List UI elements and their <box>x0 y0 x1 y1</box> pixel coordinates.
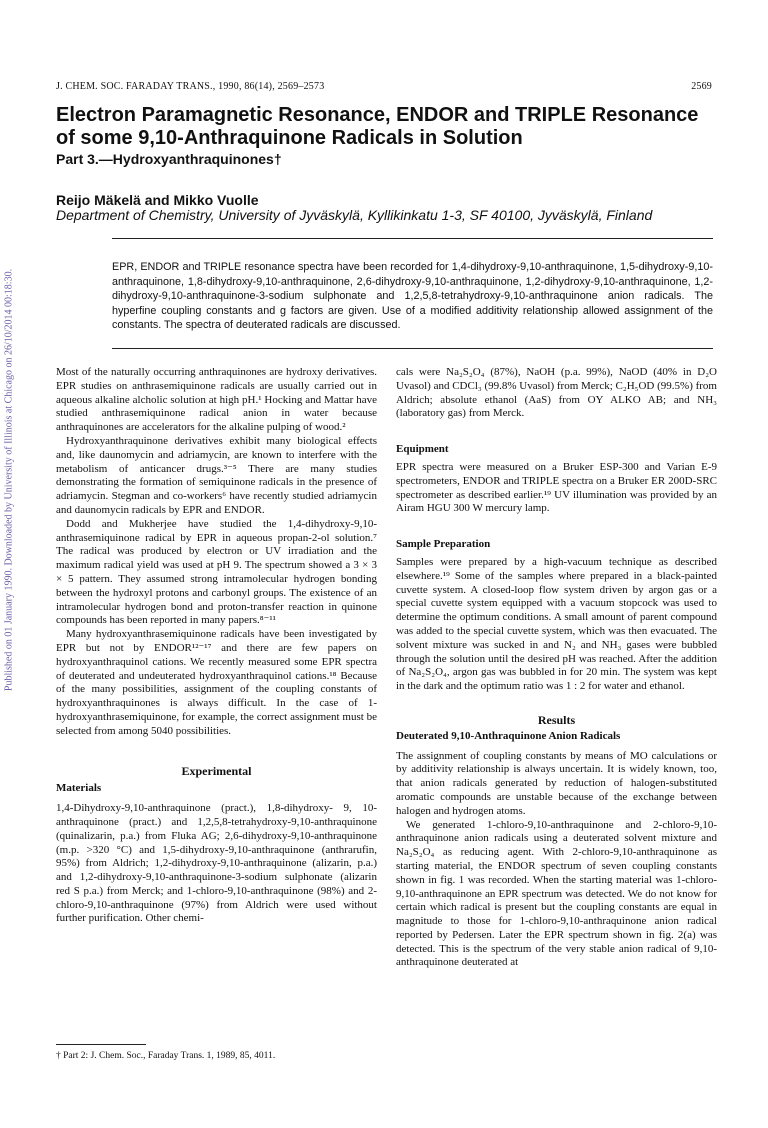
abstract-top-rule <box>112 238 713 239</box>
running-head <box>56 81 712 97</box>
affiliation: Department of Chemistry, University of Jyväskylä, Kyllikinkatu 1-3, SF 40100, Jyväskylä, Finland <box>56 207 653 223</box>
footnote: † Part 2: J. Chem. Soc., Faraday Trans. 1, 1989, 85, 4011. <box>56 1051 276 1061</box>
intro-paragraph-3: Dodd and Mukherjee have studied the 1,4-dihydroxy-9,10-anthrasemiquinone radical by EPR in aqueous propan-2-ol solution.⁷ The radical was produced by electron or UV irradiation and the maximum radical yield was used at pH 9. The spectrum showed a 3 × 3 × 5 pattern. They assumed strong intramolecular hydrogen bonding between the hydroxyl protons and carbonyl groups. The existence of an intramolecular hydrogen bond and proton-transfer reaction in quinone compounds has been reported in many papers.⁸⁻¹¹ <box>56 517 377 627</box>
left-column <box>56 366 377 926</box>
journal-citation: J. CHEM. SOC. FARADAY TRANS., 1990, 86(14), 2569–2573 <box>56 81 325 92</box>
deuterated-radicals-heading: Deuterated 9,10-Anthraquinone Anion Radicals <box>396 729 621 742</box>
sample-preparation-text: Samples were prepared by a high-vacuum technique as described elsewhere.¹⁹ Some of the samples where prepared in a black-painted cuvette system. A closed-loop flow system driven by argon gas or a special cuvette system equipped with a vacuum stopcock was used to determine the optimum conditions. A small amount of parent compound was added to the special cuvette system, which was then evacuated. The solvent mixture was sucked in and N₂ and NH₃ gases were bubbled through the solution until the desired pH was reached. After the addition of Na₂S₂O₄, argon gas was bubbled in for 20 min. The system was kept in the dark and the optimum ratio was 1 : 2 for water and ethanol. <box>396 555 717 693</box>
sample-preparation-heading: Sample Preparation <box>396 538 491 551</box>
article-part: Part 3.—Hydroxyanthraquinones† <box>56 151 282 167</box>
abstract: EPR, ENDOR and TRIPLE resonance spectra have been recorded for 1,4-dihydroxy-9,10-anthraquinone, 1,5-dihydroxy-9,10-anthraquinone, 1,8-dihydroxy-9,10-anthraquinone, 2,6-dihydroxy-9,10-anthraquinone, 1,2-dihydroxy-9,10-anthraquinone, 1,2-dihydroxy-9,10-anthraquinone-3-sodium sulphonate and 1,2,5,8-tetrahydroxy-9,10-anthraquinone anion radicals. The hyperfine coupling constants and g factors are given. Use of a modified additivity relationship allowed assignment of the constants. The spectra of deuterated radicals are discussed. <box>112 261 713 332</box>
materials-continued: cals were Na₂S₂O₄ (87%), NaOH (p.a. 99%), NaOD (40% in D₂O Uvasol) and CDCl₃ (99.8% Uvasol) from Merck; C₂H₅OD (99.5%) from Aldrich; absolute ethanol (AaS) from OY ALKO AB; and NH₃ (laboratory gas) from Merck. <box>396 366 717 420</box>
results-paragraph-1: The assignment of coupling constants by means of MO calculations or by additivity relationship is always uncertain. It is widely known, too, that anion radicals generated by reduction of halogen-substituted aromatic compounds are unstable because of the exchange between halogen and hydrogen atoms. <box>396 749 717 817</box>
results-heading: Results <box>537 712 576 727</box>
intro-paragraph-4: Many hydroxyanthrasemiquinone radicals have been investigated by EPR but not by ENDOR¹²⁻¹⁷ and there are few papers on hydroxyanthraquinol cations. We recently measured some EPR spectra of deuterated and undeuterated hydroxyanthraquinol cations.¹⁸ Because of the many possibilities, assignment of the coupling constants of hydroxyanthraquinones is always difficult. In the case of 1-hydroxyanthrasemiquinone, for example, the correct assignment must be selected from among 5040 possibilities. <box>56 628 377 737</box>
materials-text: 1,4-Dihydroxy-9,10-anthraquinone (pract.), 1,8-dihydroxy- 9, 10-anthraquinone (pract.) and 1,2,5,8-tetrahydroxy-9,10-anthraquinone (quinalizarin, p.a.) from Fluka AG; 2,6-dihydroxy-9,10-anthraquinone (m.p. >320 °C) and 1,5-dihydroxy-9,10-anthraquinone (anthrarufin, 95%) from Aldrich; 1,2-dihydroxy-9,10-anthraquinone (alizarin, p.a.) and 1,2-dihydroxy-9,10-anthraquinone-3-sodium sulphonate (alizarin red S p.a.) from Merck; and 1-chloro-9,10-anthraquinone (98%) and 2-chloro-9,10-anthraquinone (97%) from Aldrich were used without further purification. Other chemi- <box>56 802 377 925</box>
equipment-text: EPR spectra were measured on a Bruker ESP-300 and Varian E-9 spectrometers, ENDOR and TRIPLE spectra on a Bruker ER 200D-SRC spectrometer as described earlier.¹⁹ UV illumination was provided by an Airam HGU 300 W mercury lamp. <box>396 460 717 515</box>
experimental-heading: Experimental <box>181 763 252 778</box>
download-notice <box>2 175 16 785</box>
intro-paragraph-1: Most of the naturally occurring anthraquinones are hydroxy derivatives. EPR studies on anthrasemiquinone radicals are usually carried out in aqueous alkaline alcholic solution at high pH.¹ Hocking and Mattar have studied anthrasemiquinone radical anion in water because anthraquinones are accelerators for the alkaline pulping of wood.² <box>56 366 377 434</box>
results-paragraph-2: We generated 1-chloro-9,10-anthraquinone and 2-chloro-9,10-anthraquinone anion radicals using a deuterated solvent mixture and Na₂S₂O₄ as reducing agent. With 2-chloro-9,10-anthraquinone as starting material, the ENDOR spectrum of seven coupling constants shown in fig. 1 was recorded. When the starting material was 1-chloro-9,10-anthraquinone an EPR spectrum was detected. We do not know for certain which radical is present but the coupling constants are equal in magnitude to those for 1-chloro-9,10-anthraquinone anion radical reported by Pedersen. Later the EPR spectrum shown in fig. 2(a) was detected. This is the spectrum of the very stable anion radical of 9,10-anthraquinone deuterated at <box>396 818 717 969</box>
equipment-heading: Equipment <box>396 443 449 456</box>
page-number: 2569 <box>691 81 712 92</box>
right-column <box>396 366 717 970</box>
intro-paragraph-2: Hydroxyanthraquinone derivatives exhibit many biological effects and, like daunomycin and adriamycin, are known to interfere with the metabolism of anticancer drugs.³⁻⁵ There are many studies demonstrating the formation of semiquinone radicals in the presence of adriamycin. Stegman and co-workers⁶ have recently studied adriamycin and daunomycin radicals by EPR and ENDOR. <box>56 434 377 516</box>
authors: Reijo Mäkelä and Mikko Vuolle <box>56 192 259 208</box>
download-notice-text: Published on 01 January 1990. Downloaded by University of Illinois at Chicago on 26/10/2014 00:18:30. <box>3 268 15 692</box>
abstract-bottom-rule <box>112 348 713 349</box>
article-title: Electron Paramagnetic Resonance, ENDOR and TRIPLE Resonance of some 9,10-Anthraquinone Radicals in Solution <box>56 104 699 149</box>
footnote-rule <box>56 1044 146 1045</box>
materials-heading: Materials <box>56 782 102 795</box>
